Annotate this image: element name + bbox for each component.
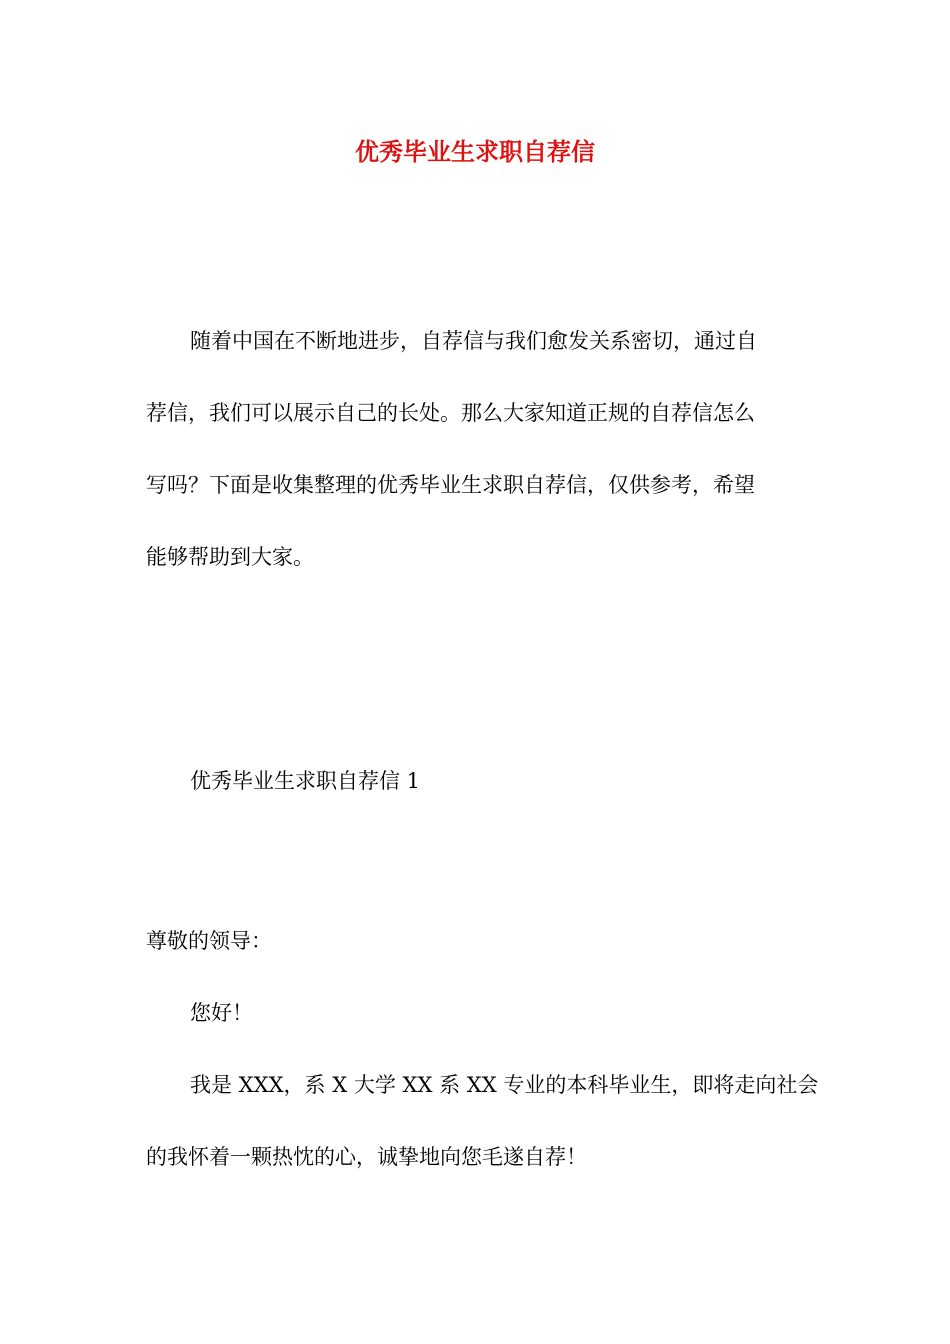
greeting [146,977,806,1049]
section-heading [146,745,806,817]
salutation [146,905,806,977]
body-line: 的我怀着一颗热忱的心，诚挚地向您毛遂自荐！ [146,1145,587,1169]
salutation-text: 尊敬的领导： [146,929,272,953]
section-heading-text: 优秀毕业生求职自荐信 1 [190,769,421,793]
intro-line: 随着中国在不断地进步，自荐信与我们愈发关系密切，通过自 [190,329,757,353]
intro-line: 写吗？下面是收集整理的优秀毕业生求职自荐信，仅供参考，希望 [146,473,755,497]
document-title: 优秀毕业生求职自荐信 [355,137,595,166]
intro-line: 能够帮助到大家。 [146,545,314,569]
intro-paragraph [146,305,806,593]
greeting-text: 您好！ [190,1001,253,1025]
body-line: 我是 XXX，系 X 大学 XX 系 XX 专业的本科毕业生，即将走向社会 [190,1073,819,1097]
body-paragraph [146,1049,819,1193]
intro-line: 荐信，我们可以展示自己的长处。那么大家知道正规的自荐信怎么 [146,401,755,425]
